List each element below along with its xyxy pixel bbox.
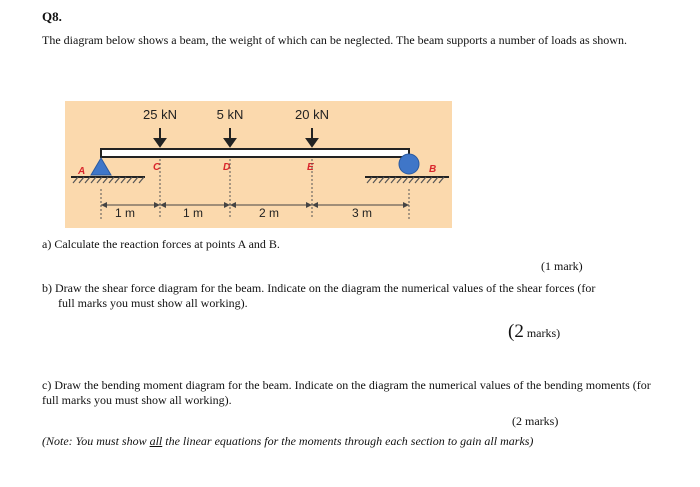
part-c-text: c) Draw the bending moment diagram for the beam. Indicate on the diagram the numerical values of the bending moments (for full marks you must show all working). [42, 378, 651, 407]
point-label-d: D [223, 162, 231, 173]
point-label-e: E [307, 162, 314, 173]
beam [101, 149, 409, 157]
point-label-b: B [429, 164, 437, 175]
part-a-text: a) Calculate the reaction forces at points A and B. [42, 237, 280, 251]
load-label-c: 25 kN [143, 107, 177, 122]
point-label-c: C [153, 162, 161, 173]
load-arrowhead-e [307, 139, 317, 146]
load-label-d: 5 kN [216, 107, 244, 122]
note-emphasis: all [149, 434, 163, 448]
part-b-marks-open: (2 [508, 321, 524, 342]
point-label-a: A [78, 166, 86, 177]
beam-diagram [65, 101, 452, 228]
pin-support-a [91, 158, 111, 175]
note [42, 434, 533, 449]
span-label-cd: 1 m [182, 206, 204, 220]
note-suffix: the linear equations for the moments through each section to gain all marks) [162, 434, 534, 448]
part-b-line-1: b) Draw the shear force diagram for the beam. Indicate on the diagram the numerical values of the shear forces (for [42, 281, 596, 295]
note-prefix: (Note: You must show [42, 434, 150, 448]
load-arrowhead-d [225, 139, 235, 146]
load-arrowhead-c [155, 139, 165, 146]
roller-support-b [399, 154, 419, 174]
question-number: Q8. [42, 9, 62, 24]
span-label-de: 2 m [258, 206, 280, 220]
span-label-eb: 3 m [351, 206, 373, 220]
load-label-e: 20 kN [295, 107, 329, 122]
part-b-text [42, 281, 667, 311]
part-b-marks-rest: marks) [523, 326, 561, 340]
span-label-ac: 1 m [114, 206, 136, 220]
part-c-marks: (2 marks) [512, 414, 559, 428]
part-b-line-2: full marks you must show all working). [58, 296, 248, 310]
part-b-marks [508, 321, 560, 343]
question-intro: The diagram below shows a beam, the weight of which can be neglected. The beam supports a number of loads as shown. [42, 33, 627, 47]
part-a-marks: (1 mark) [541, 259, 583, 273]
beam-diagram-svg [65, 101, 452, 228]
